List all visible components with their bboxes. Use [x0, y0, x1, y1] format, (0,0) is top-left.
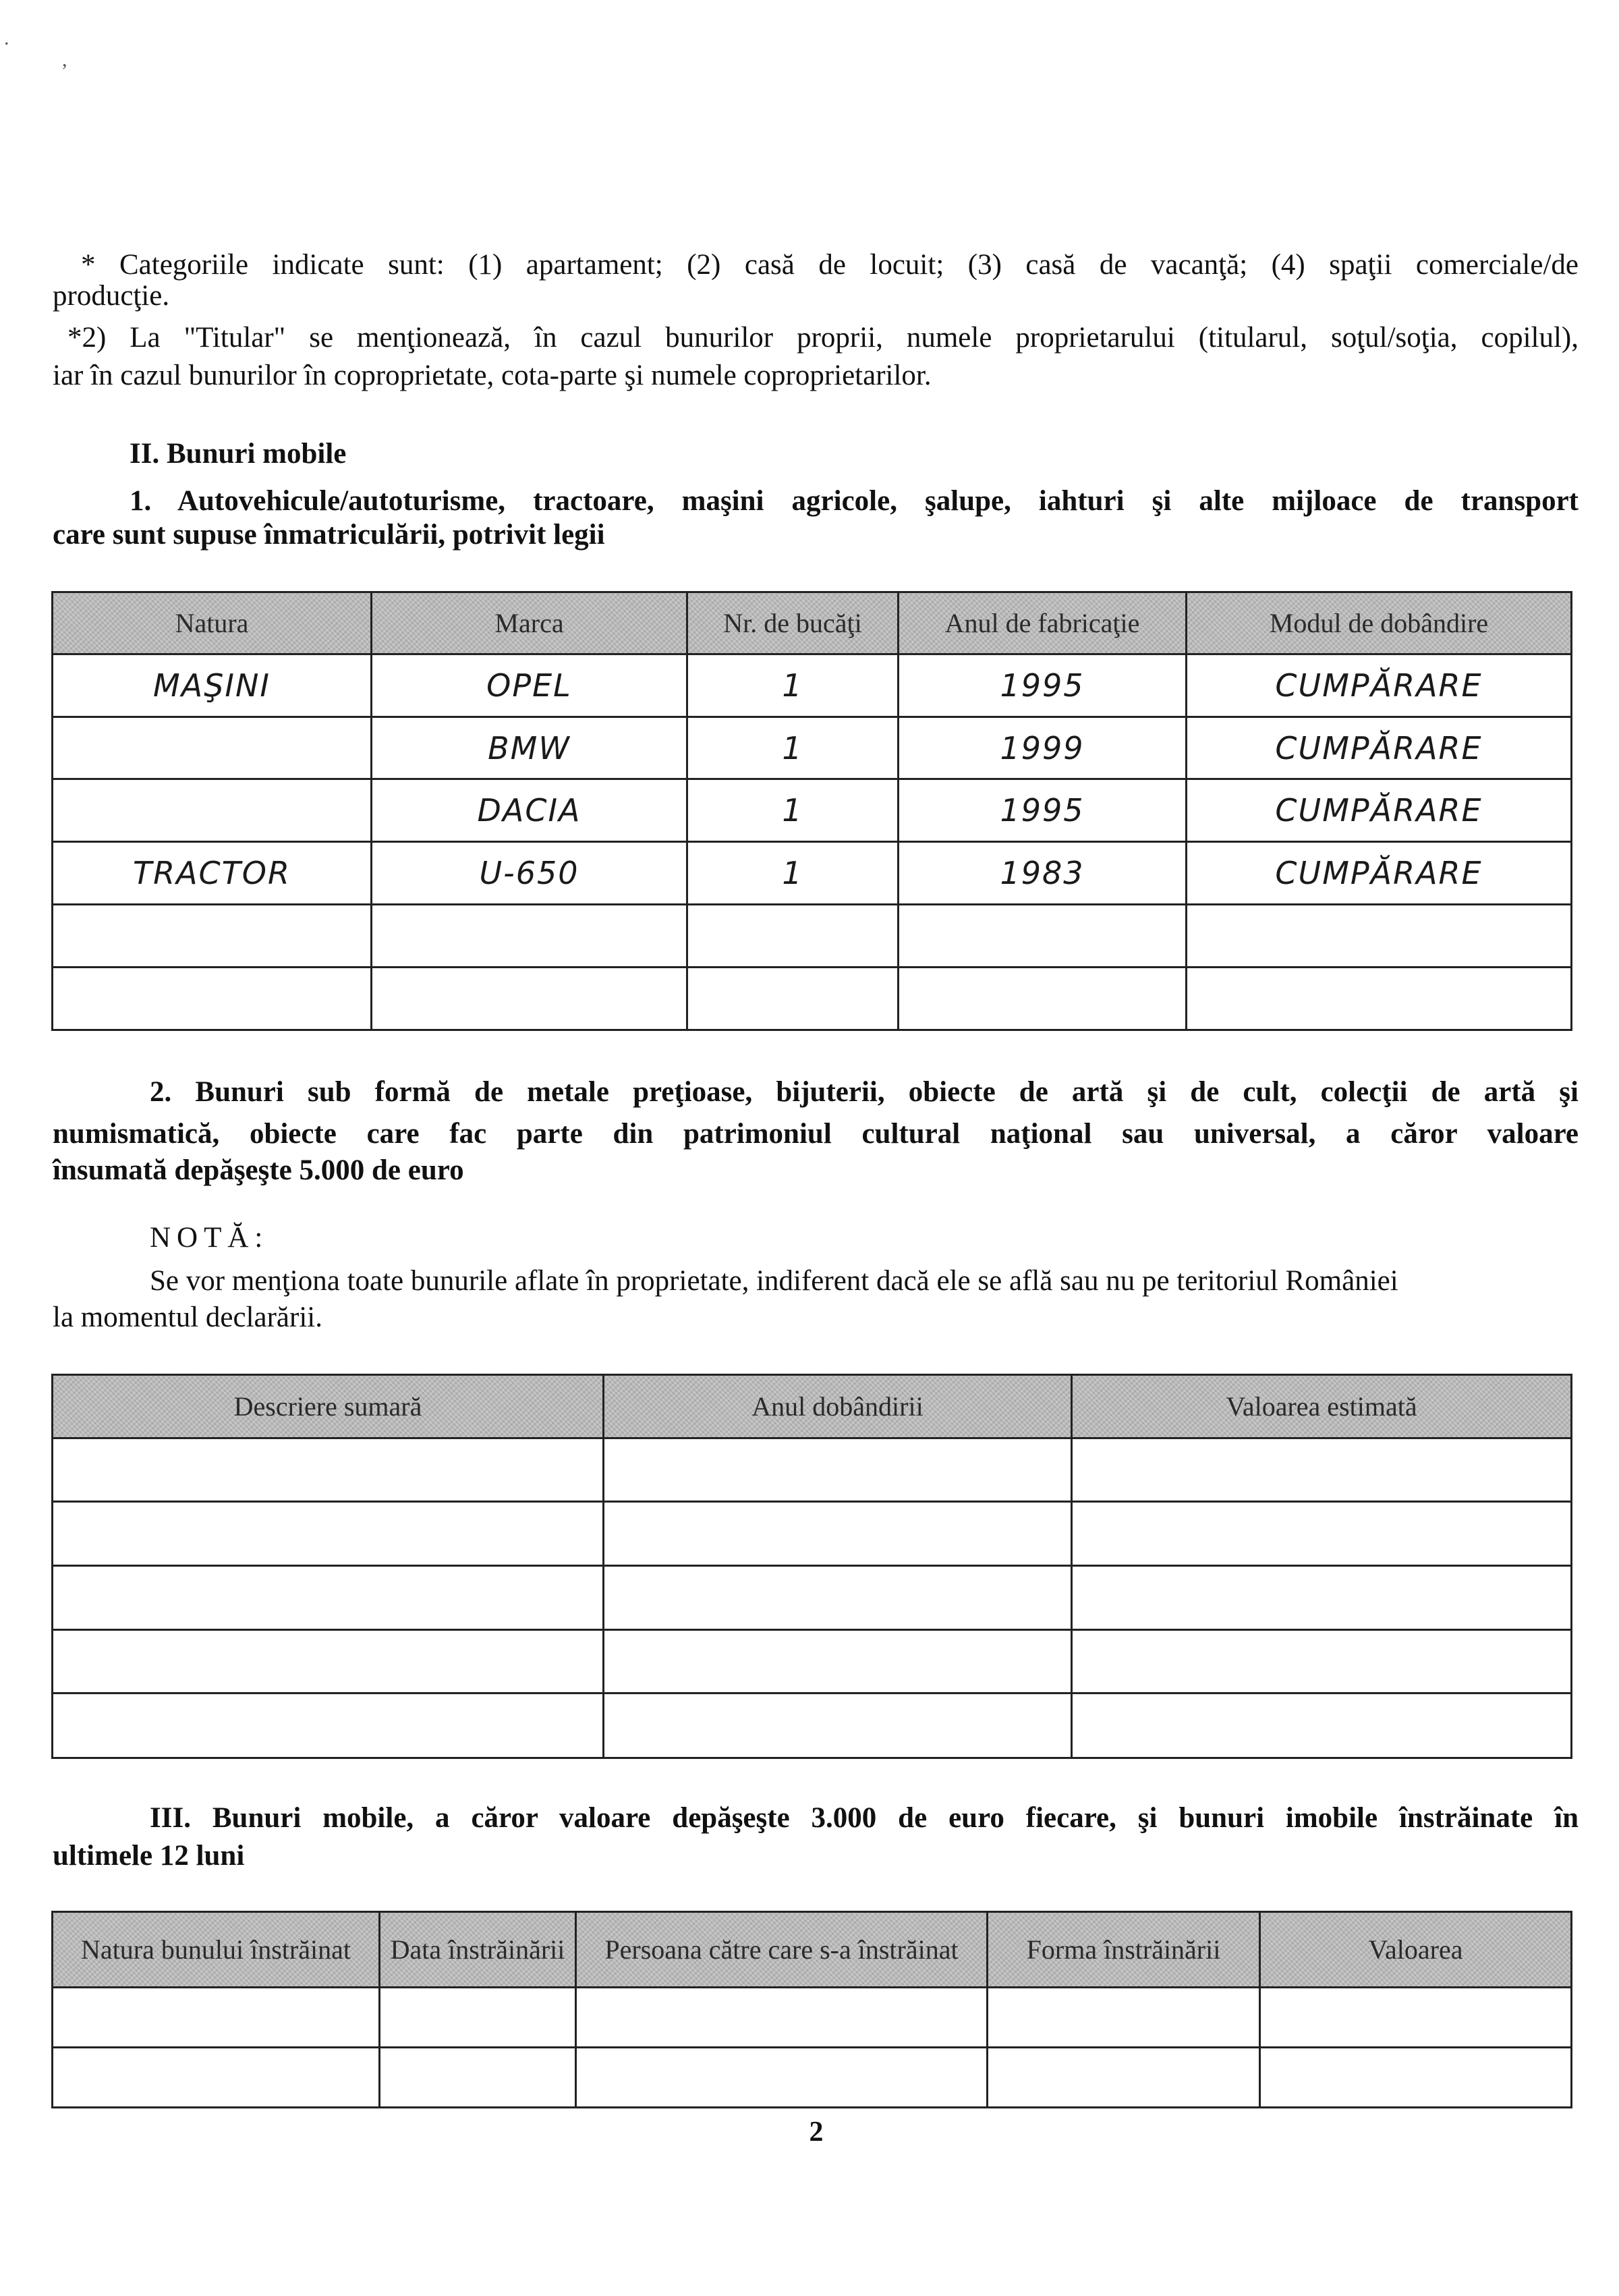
titular-note-line2: iar în cazul bunurilor în coproprietate, cota-parte şi numele coproprietarilor.: [53, 360, 932, 391]
column-header: Anul de fabricaţie: [899, 592, 1187, 654]
nota-label: NOTĂ:: [150, 1222, 269, 1254]
table-row: [53, 1438, 1572, 1502]
table-cell: U-650: [372, 842, 687, 905]
table-cell: [372, 968, 687, 1030]
table-cell: [1072, 1693, 1572, 1758]
table-cell: [53, 1502, 604, 1566]
table-cell: [576, 2048, 988, 2108]
column-header: Nr. de bucăţi: [687, 592, 899, 654]
table-cell: [604, 1438, 1072, 1502]
table-cell: [53, 1630, 604, 1693]
categories-note-line1: * Categoriile indicate sunt: (1) apartament; (2) casă de locuit; (3) casă de vacanţă; (4) spaţii comerciale/de: [81, 249, 1579, 281]
table-cell: TRACTOR: [53, 842, 372, 905]
table-header-row: [53, 1375, 1572, 1438]
categories-note-line2: producţie.: [53, 280, 170, 312]
table-row: [53, 1502, 1572, 1566]
table-cell: 1999: [899, 717, 1187, 779]
column-header: Valoarea estimată: [1072, 1375, 1572, 1438]
table-cell: CUMPĂRARE: [1187, 842, 1572, 905]
column-header: Forma înstrăinării: [988, 1912, 1260, 1988]
section-3-heading-line1: III. Bunuri mobile, a căror valoare depăşeşte 3.000 de euro fiecare, şi bunuri imobile înstrăinate în: [150, 1802, 1579, 1834]
table-cell: [380, 2048, 576, 2108]
table-cell: [53, 1438, 604, 1502]
table-cell: 1: [687, 842, 899, 905]
table-cell: [53, 779, 372, 842]
table-cell: [899, 905, 1187, 968]
table-row: [53, 2048, 1572, 2108]
subsection-2-heading-line3: însumată depăşeşte 5.000 de euro: [53, 1154, 464, 1186]
column-header: Modul de dobândire: [1187, 592, 1572, 654]
column-header: Marca: [372, 592, 687, 654]
table-row: [53, 1693, 1572, 1758]
table-cell: [53, 1988, 380, 2048]
table-cell: 1: [687, 717, 899, 779]
table-cell: [1187, 968, 1572, 1030]
column-header: Anul dobândirii: [604, 1375, 1072, 1438]
nota-text-line2: la momentul declarării.: [53, 1301, 322, 1333]
column-header: Descriere sumară: [53, 1375, 604, 1438]
table-row: [53, 905, 1572, 968]
titular-note-line1: *2) La "Titular" se menţionează, în cazul bunurilor proprii, numele proprietarului (titularul, soţul/soţia, copilul),: [67, 322, 1579, 354]
table-cell: [1072, 1630, 1572, 1693]
vehicles-table: [51, 591, 1572, 1031]
table-cell: [1072, 1438, 1572, 1502]
scan-speck: .: [4, 27, 9, 49]
section-heading: II. Bunuri mobile: [130, 438, 347, 470]
table-cell: OPEL: [372, 654, 687, 717]
table-cell: 1: [687, 779, 899, 842]
column-header: Natura: [53, 592, 372, 654]
table-cell: [53, 968, 372, 1030]
table-cell: 1: [687, 654, 899, 717]
section-3-heading-line2: ultimele 12 luni: [53, 1840, 245, 1872]
table-cell: [1187, 905, 1572, 968]
table-cell: [687, 968, 899, 1030]
table-row: [53, 1566, 1572, 1630]
table-cell: [1072, 1566, 1572, 1630]
table-cell: CUMPĂRARE: [1187, 779, 1572, 842]
table-cell: [604, 1566, 1072, 1630]
subsection-2-heading-line1: 2. Bunuri sub formă de metale preţioase, bijuterii, obiecte de artă şi de cult, colecţii de artă şi: [150, 1076, 1579, 1108]
table-cell: CUMPĂRARE: [1187, 717, 1572, 779]
table-cell: MAŞINI: [53, 654, 372, 717]
table-cell: BMW: [372, 717, 687, 779]
table-row: [53, 842, 1572, 905]
table-cell: [1260, 1988, 1572, 2048]
valuables-table: [51, 1374, 1572, 1759]
table-cell: [576, 1988, 988, 2048]
table-cell: [53, 905, 372, 968]
table-cell: [53, 1693, 604, 1758]
table-cell: 1983: [899, 842, 1187, 905]
alienated-assets-table: [51, 1911, 1572, 2108]
table-cell: [53, 1566, 604, 1630]
table-cell: 1995: [899, 654, 1187, 717]
table-cell: [53, 717, 372, 779]
table-header-row: [53, 1912, 1572, 1988]
subsection-2-heading-line2: numismatică, obiecte care fac parte din patrimoniul cultural naţional sau universal, a căror valoare: [53, 1118, 1579, 1150]
table-row: [53, 968, 1572, 1030]
table-cell: DACIA: [372, 779, 687, 842]
page-number: 2: [809, 2117, 824, 2148]
table-cell: [604, 1630, 1072, 1693]
table-cell: [1260, 2048, 1572, 2108]
table-cell: 1995: [899, 779, 1187, 842]
table-cell: [372, 905, 687, 968]
column-header: Persoana către care s-a înstrăinat: [576, 1912, 988, 1988]
table-cell: [380, 1988, 576, 2048]
nota-text-line1: Se vor menţiona toate bunurile aflate în proprietate, indiferent dacă ele se află sau nu pe teritoriul României: [150, 1265, 1398, 1297]
table-cell: [604, 1502, 1072, 1566]
table-cell: [687, 905, 899, 968]
table-header-row: [53, 592, 1572, 654]
column-header: Natura bunului înstrăinat: [53, 1912, 380, 1988]
table-row: [53, 1630, 1572, 1693]
subsection-1-heading-line1: 1. Autovehicule/autoturisme, tractoare, maşini agricole, şalupe, iahturi şi alte mijloace de transport: [130, 485, 1579, 517]
subsection-1-heading-line2: care sunt supuse înmatriculării, potrivit legii: [53, 519, 605, 551]
table-cell: CUMPĂRARE: [1187, 654, 1572, 717]
column-header: Valoarea: [1260, 1912, 1572, 1988]
table-cell: [899, 968, 1187, 1030]
table-row: [53, 779, 1572, 842]
table-cell: [53, 2048, 380, 2108]
table-cell: [988, 2048, 1260, 2108]
table-cell: [1072, 1502, 1572, 1566]
column-header: Data înstrăinării: [380, 1912, 576, 1988]
table-cell: [988, 1988, 1260, 2048]
scan-speck: ,: [62, 49, 67, 71]
table-row: [53, 1988, 1572, 2048]
table-row: [53, 717, 1572, 779]
table-row: [53, 654, 1572, 717]
table-cell: [604, 1693, 1072, 1758]
